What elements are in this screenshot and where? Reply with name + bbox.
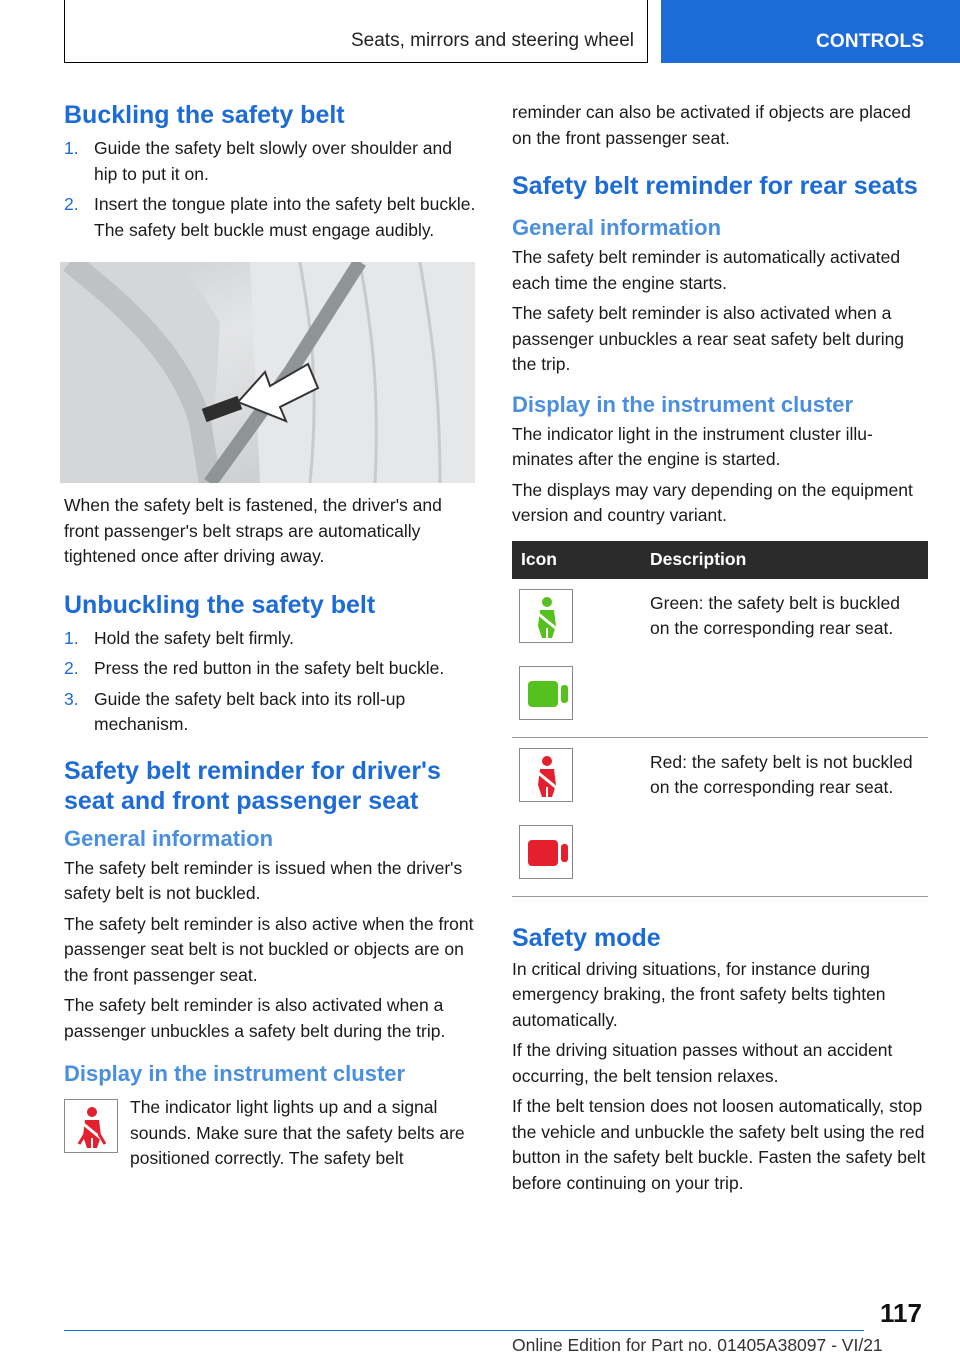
reminder-front-heading: Safety belt reminder for driver's seat and front passenger seat [64, 756, 441, 815]
list-item [64, 687, 480, 738]
step-number: 2. [64, 658, 79, 678]
section-title: Seats, mirrors and steering wheel [350, 30, 634, 51]
seatbelt-unbuckled-icon [519, 748, 573, 802]
step-text: Guide the safety belt slowly over shoulder and hip to put it on. [94, 138, 452, 184]
icon-cell [512, 579, 650, 738]
general-info-heading: General information [64, 825, 274, 851]
buckle-photo [60, 262, 475, 483]
step-text: Press the red button in the safety belt buckle. [94, 658, 445, 678]
column-header-icon: Icon [512, 541, 650, 579]
table-row [512, 579, 928, 738]
display-paragraph: The displays may vary depending on the equipment version and country variant. [512, 479, 913, 525]
page-number: 117 [880, 1298, 922, 1328]
description-cell: Red: the safety belt is not buckled on the corresponding rear seat. [650, 737, 928, 896]
buckling-heading: Buckling the safety belt [64, 101, 345, 129]
rear-seat-green-icon [519, 666, 573, 720]
reminder-rear-heading: Safety belt reminder for rear seats [512, 172, 918, 200]
edition-text: Online Edition for Part no. 01405A38097 - VI/21 [512, 1335, 883, 1355]
footer-divider [64, 1330, 864, 1331]
right-column [512, 100, 928, 1196]
display-row [64, 1095, 480, 1172]
header-section-box [64, 0, 648, 63]
column-header-description: Description [650, 541, 928, 579]
header-chapter-tab [661, 0, 960, 63]
general-info-paragraph: The safety belt reminder is automatically activated each time the engine starts. [512, 247, 901, 293]
display-text: The indicator light lights up and a signal sounds. Make sure that the safety belts are positioned correctly. The safety belt [130, 1097, 465, 1168]
list-item [64, 656, 480, 682]
safety-mode-paragraph: If the belt tension does not loosen automatically, stop the vehicle and unbuckle the safety belt using the red button in the safety belt buckle. Fasten the safety belt before continuing on your trip. [512, 1096, 926, 1193]
indicator-table [512, 541, 928, 897]
general-info-paragraph: The safety belt reminder is issued when the driver's safety belt is not buckled. [64, 857, 463, 903]
general-info-paragraph: The safety belt reminder is also active when the front passenger seat belt is not buckled or objects are on the front passenger seat. [64, 913, 474, 985]
general-info-heading: General information [512, 215, 722, 240]
step-text: Hold the safety belt firmly. [94, 627, 295, 648]
buckling-steps [64, 136, 480, 243]
general-info-paragraph: The safety belt reminder is also activated when a passenger unbuckles a safety belt during the trip. [64, 995, 446, 1041]
tightening-text: When the safety belt is fastened, the driver's and front passenger's belt straps are automatically tightened once after driving away. [64, 495, 442, 566]
unbuckling-heading: Unbuckling the safety belt [64, 590, 376, 619]
rear-seat-red-icon [519, 825, 573, 879]
list-item [64, 192, 480, 243]
unbuckling-steps [64, 626, 480, 738]
display-paragraph: The indicator light in the instrument cluster illuminates after the engine is started. [512, 423, 873, 469]
seatbelt-buckled-icon [519, 589, 573, 643]
list-item [64, 136, 480, 187]
general-info-paragraph: The safety belt reminder is also activated when a passenger unbuckles a rear seat safety belt during the trip. [512, 303, 905, 374]
list-item [64, 626, 480, 652]
step-number: 1. [64, 138, 79, 158]
continued-text: reminder can also be activated if objects are placed on the front passenger seat. [512, 102, 911, 148]
step-number: 3. [64, 688, 79, 709]
step-number: 1. [64, 627, 79, 648]
step-text: Insert the tongue plate into the safety belt buckle. The safety belt buckle must engage audibly. [94, 194, 476, 240]
display-heading: Display in the instrument cluster [512, 391, 854, 417]
description-cell: Green: the safety belt is buckled on the corresponding rear seat. [650, 579, 928, 738]
table-row [512, 737, 928, 896]
display-heading: Display in the instrument cluster [64, 1061, 406, 1086]
seatbelt-warning-icon [64, 1099, 118, 1153]
table-header-row [512, 541, 928, 579]
safety-mode-paragraph: In critical driving situations, for instance during emergency braking, the front safety belts tighten automatically. [512, 958, 886, 1030]
left-column [64, 100, 480, 1172]
step-number: 2. [64, 194, 79, 214]
safety-mode-paragraph: If the driving situation passes without an accident occurring, the belt tension relaxes. [512, 1040, 893, 1086]
icon-cell [512, 737, 650, 896]
safety-mode-heading: Safety mode [512, 923, 661, 952]
step-text: Guide the safety belt back into its roll-up mechanism. [94, 688, 406, 734]
chapter-title: CONTROLS [816, 31, 925, 52]
